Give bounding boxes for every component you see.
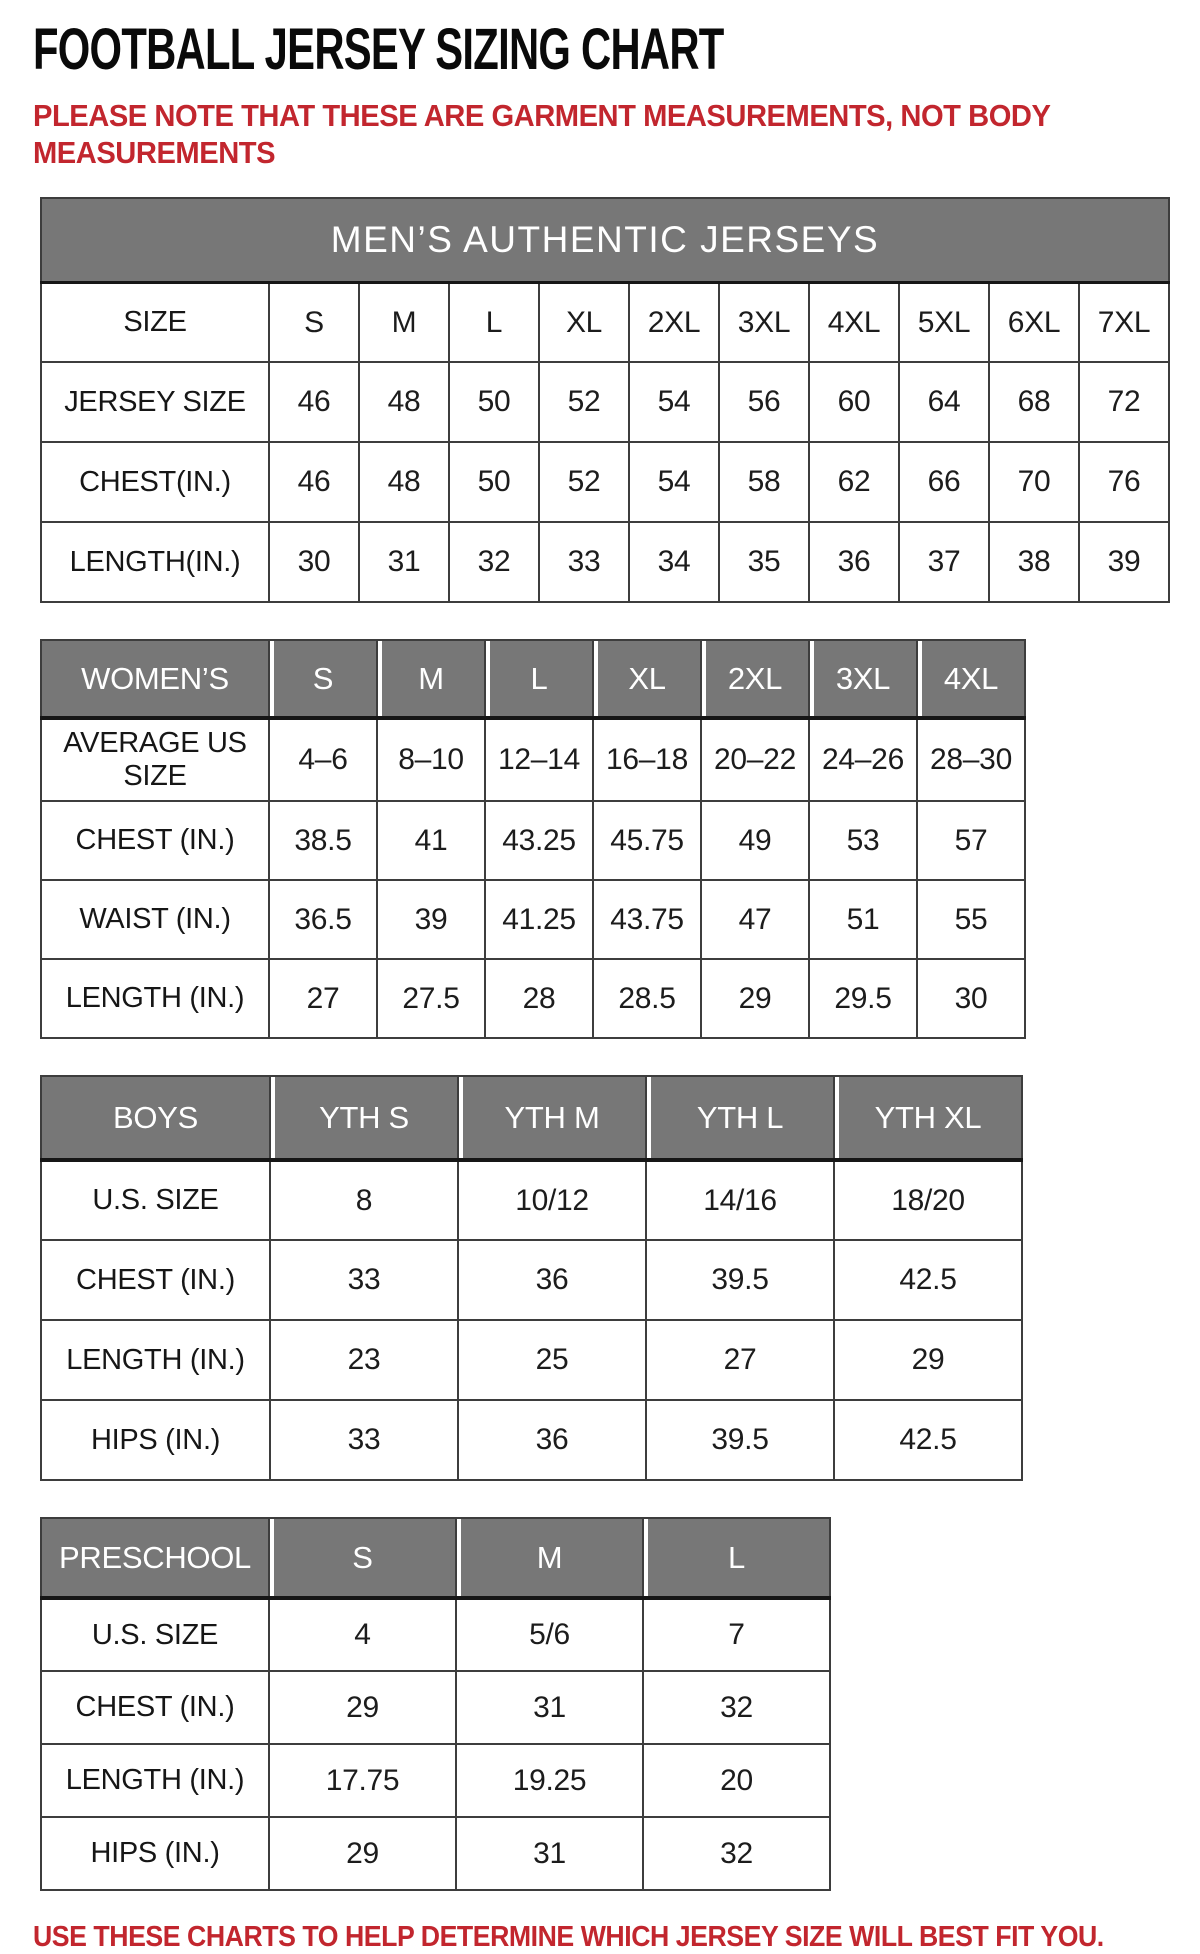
row-label: SIZE xyxy=(41,282,269,362)
table-row xyxy=(41,801,1025,880)
table-row xyxy=(41,282,1169,362)
cell: 39 xyxy=(377,880,485,959)
cell: 32 xyxy=(643,1671,830,1744)
cell: 48 xyxy=(359,442,449,522)
table-row xyxy=(41,522,1169,602)
cell: 50 xyxy=(449,442,539,522)
cell: 2XL xyxy=(629,282,719,362)
cell: 76 xyxy=(1079,442,1169,522)
cell: 27 xyxy=(646,1320,834,1400)
table-row xyxy=(41,1671,830,1744)
table-title-cell: BOYS xyxy=(41,1076,270,1160)
cell: 8 xyxy=(270,1160,458,1240)
column-header: L xyxy=(643,1518,830,1598)
column-header: M xyxy=(377,640,485,718)
garment-measurement-note xyxy=(33,97,1130,171)
cell: 4XL xyxy=(809,282,899,362)
row-label: JERSEY SIZE xyxy=(41,362,269,442)
row-label: CHEST (IN.) xyxy=(41,1240,270,1320)
cell: 12–14 xyxy=(485,718,593,801)
cell: 19.25 xyxy=(456,1744,643,1817)
cell: 49 xyxy=(701,801,809,880)
cell: 18/20 xyxy=(834,1160,1022,1240)
column-header: 3XL xyxy=(809,640,917,718)
row-label: LENGTH (IN.) xyxy=(41,959,269,1038)
cell: 31 xyxy=(456,1817,643,1890)
column-header: L xyxy=(485,640,593,718)
cell: 30 xyxy=(269,522,359,602)
cell: 3XL xyxy=(719,282,809,362)
note-line-1: PLEASE NOTE THAT THESE ARE GARMENT MEASUREMENTS, NOT BODY xyxy=(33,97,1051,133)
cell: 37 xyxy=(899,522,989,602)
cell: 20 xyxy=(643,1744,830,1817)
cell: 36 xyxy=(458,1240,646,1320)
cell: 8–10 xyxy=(377,718,485,801)
cell: 10/12 xyxy=(458,1160,646,1240)
mens-banner-row xyxy=(41,198,1169,282)
cell: 35 xyxy=(719,522,809,602)
page-title: FOOTBALL JERSEY SIZING CHART xyxy=(33,17,724,82)
column-header: M xyxy=(456,1518,643,1598)
cell: 6XL xyxy=(989,282,1079,362)
table-row xyxy=(41,718,1025,801)
cell: 36 xyxy=(458,1400,646,1480)
cell: L xyxy=(449,282,539,362)
column-header: YTH S xyxy=(270,1076,458,1160)
cell: 33 xyxy=(539,522,629,602)
cell: 5XL xyxy=(899,282,989,362)
column-header: YTH L xyxy=(646,1076,834,1160)
cell: 64 xyxy=(899,362,989,442)
note-line-2: MEASUREMENTS xyxy=(33,135,276,171)
cell: 29 xyxy=(701,959,809,1038)
cell: 70 xyxy=(989,442,1079,522)
table-row xyxy=(41,1598,830,1671)
cell: 25 xyxy=(458,1320,646,1400)
table-row xyxy=(41,1160,1022,1240)
cell: 42.5 xyxy=(834,1240,1022,1320)
cell: 31 xyxy=(359,522,449,602)
womens-header-row xyxy=(41,640,1025,718)
cell: 4–6 xyxy=(269,718,377,801)
cell: 33 xyxy=(270,1400,458,1480)
mens-sizing-table xyxy=(40,197,1170,603)
column-header: YTH M xyxy=(458,1076,646,1160)
cell: 55 xyxy=(917,880,1025,959)
cell: 28.5 xyxy=(593,959,701,1038)
row-label: CHEST (IN.) xyxy=(41,1671,269,1744)
column-header: 4XL xyxy=(917,640,1025,718)
cell: 54 xyxy=(629,362,719,442)
womens-sizing-table xyxy=(40,639,1026,1039)
cell: 29 xyxy=(834,1320,1022,1400)
cell: 27 xyxy=(269,959,377,1038)
preschool-sizing-table xyxy=(40,1517,831,1891)
cell: 43.25 xyxy=(485,801,593,880)
table-row xyxy=(41,959,1025,1038)
cell: 4 xyxy=(269,1598,456,1671)
column-header: 2XL xyxy=(701,640,809,718)
cell: 48 xyxy=(359,362,449,442)
column-header: S xyxy=(269,1518,456,1598)
cell: 42.5 xyxy=(834,1400,1022,1480)
cell: 29 xyxy=(269,1671,456,1744)
cell: 52 xyxy=(539,362,629,442)
cell: 60 xyxy=(809,362,899,442)
cell: 39.5 xyxy=(646,1400,834,1480)
table-row xyxy=(41,1744,830,1817)
table-row xyxy=(41,442,1169,522)
cell: 29 xyxy=(269,1817,456,1890)
mens-banner-title: MEN’S AUTHENTIC JERSEYS xyxy=(41,198,1169,282)
cell: 29.5 xyxy=(809,959,917,1038)
cell: 33 xyxy=(270,1240,458,1320)
table-row xyxy=(41,1240,1022,1320)
column-header: XL xyxy=(593,640,701,718)
cell: 34 xyxy=(629,522,719,602)
cell: 38 xyxy=(989,522,1079,602)
cell: 46 xyxy=(269,442,359,522)
cell: 5/6 xyxy=(456,1598,643,1671)
cell: 7 xyxy=(643,1598,830,1671)
table-row xyxy=(41,1817,830,1890)
row-label: U.S. SIZE xyxy=(41,1160,270,1240)
cell: 17.75 xyxy=(269,1744,456,1817)
cell: 45.75 xyxy=(593,801,701,880)
boys-sizing-table xyxy=(40,1075,1023,1481)
boys-header-row xyxy=(41,1076,1022,1160)
table-row xyxy=(41,362,1169,442)
cell: 20–22 xyxy=(701,718,809,801)
row-label: HIPS (IN.) xyxy=(41,1400,270,1480)
cell: 56 xyxy=(719,362,809,442)
row-label: LENGTH (IN.) xyxy=(41,1744,269,1817)
column-header: YTH XL xyxy=(834,1076,1022,1160)
cell: 68 xyxy=(989,362,1079,442)
cell: 57 xyxy=(917,801,1025,880)
fit-advice-note: USE THESE CHARTS TO HELP DETERMINE WHICH JERSEY SIZE WILL BEST FIT YOU. xyxy=(33,1921,1104,1954)
cell: 53 xyxy=(809,801,917,880)
row-label: CHEST(IN.) xyxy=(41,442,269,522)
preschool-header-row xyxy=(41,1518,830,1598)
cell: 32 xyxy=(449,522,539,602)
cell: 62 xyxy=(809,442,899,522)
row-label: WAIST (IN.) xyxy=(41,880,269,959)
cell: 66 xyxy=(899,442,989,522)
row-label: AVERAGE US SIZE xyxy=(41,718,269,801)
cell: 46 xyxy=(269,362,359,442)
row-label: CHEST (IN.) xyxy=(41,801,269,880)
cell: 36.5 xyxy=(269,880,377,959)
cell: 23 xyxy=(270,1320,458,1400)
table-row xyxy=(41,880,1025,959)
cell: 50 xyxy=(449,362,539,442)
cell: 52 xyxy=(539,442,629,522)
cell: 41 xyxy=(377,801,485,880)
cell: 41.25 xyxy=(485,880,593,959)
row-label: LENGTH(IN.) xyxy=(41,522,269,602)
cell: 43.75 xyxy=(593,880,701,959)
cell: 24–26 xyxy=(809,718,917,801)
cell: XL xyxy=(539,282,629,362)
cell: 47 xyxy=(701,880,809,959)
row-label: LENGTH (IN.) xyxy=(41,1320,270,1400)
table-title-cell: PRESCHOOL xyxy=(41,1518,269,1598)
cell: 30 xyxy=(917,959,1025,1038)
cell: 28 xyxy=(485,959,593,1038)
cell: S xyxy=(269,282,359,362)
cell: 38.5 xyxy=(269,801,377,880)
cell: 32 xyxy=(643,1817,830,1890)
cell: 39 xyxy=(1079,522,1169,602)
cell: 51 xyxy=(809,880,917,959)
cell: 36 xyxy=(809,522,899,602)
cell: 31 xyxy=(456,1671,643,1744)
table-title-cell: WOMEN’S xyxy=(41,640,269,718)
cell: 58 xyxy=(719,442,809,522)
row-label: HIPS (IN.) xyxy=(41,1817,269,1890)
cell: 14/16 xyxy=(646,1160,834,1240)
row-label: U.S. SIZE xyxy=(41,1598,269,1671)
cell: M xyxy=(359,282,449,362)
table-row xyxy=(41,1400,1022,1480)
cell: 39.5 xyxy=(646,1240,834,1320)
table-row xyxy=(41,1320,1022,1400)
column-header: S xyxy=(269,640,377,718)
cell: 7XL xyxy=(1079,282,1169,362)
cell: 27.5 xyxy=(377,959,485,1038)
cell: 72 xyxy=(1079,362,1169,442)
cell: 16–18 xyxy=(593,718,701,801)
cell: 28–30 xyxy=(917,718,1025,801)
cell: 54 xyxy=(629,442,719,522)
